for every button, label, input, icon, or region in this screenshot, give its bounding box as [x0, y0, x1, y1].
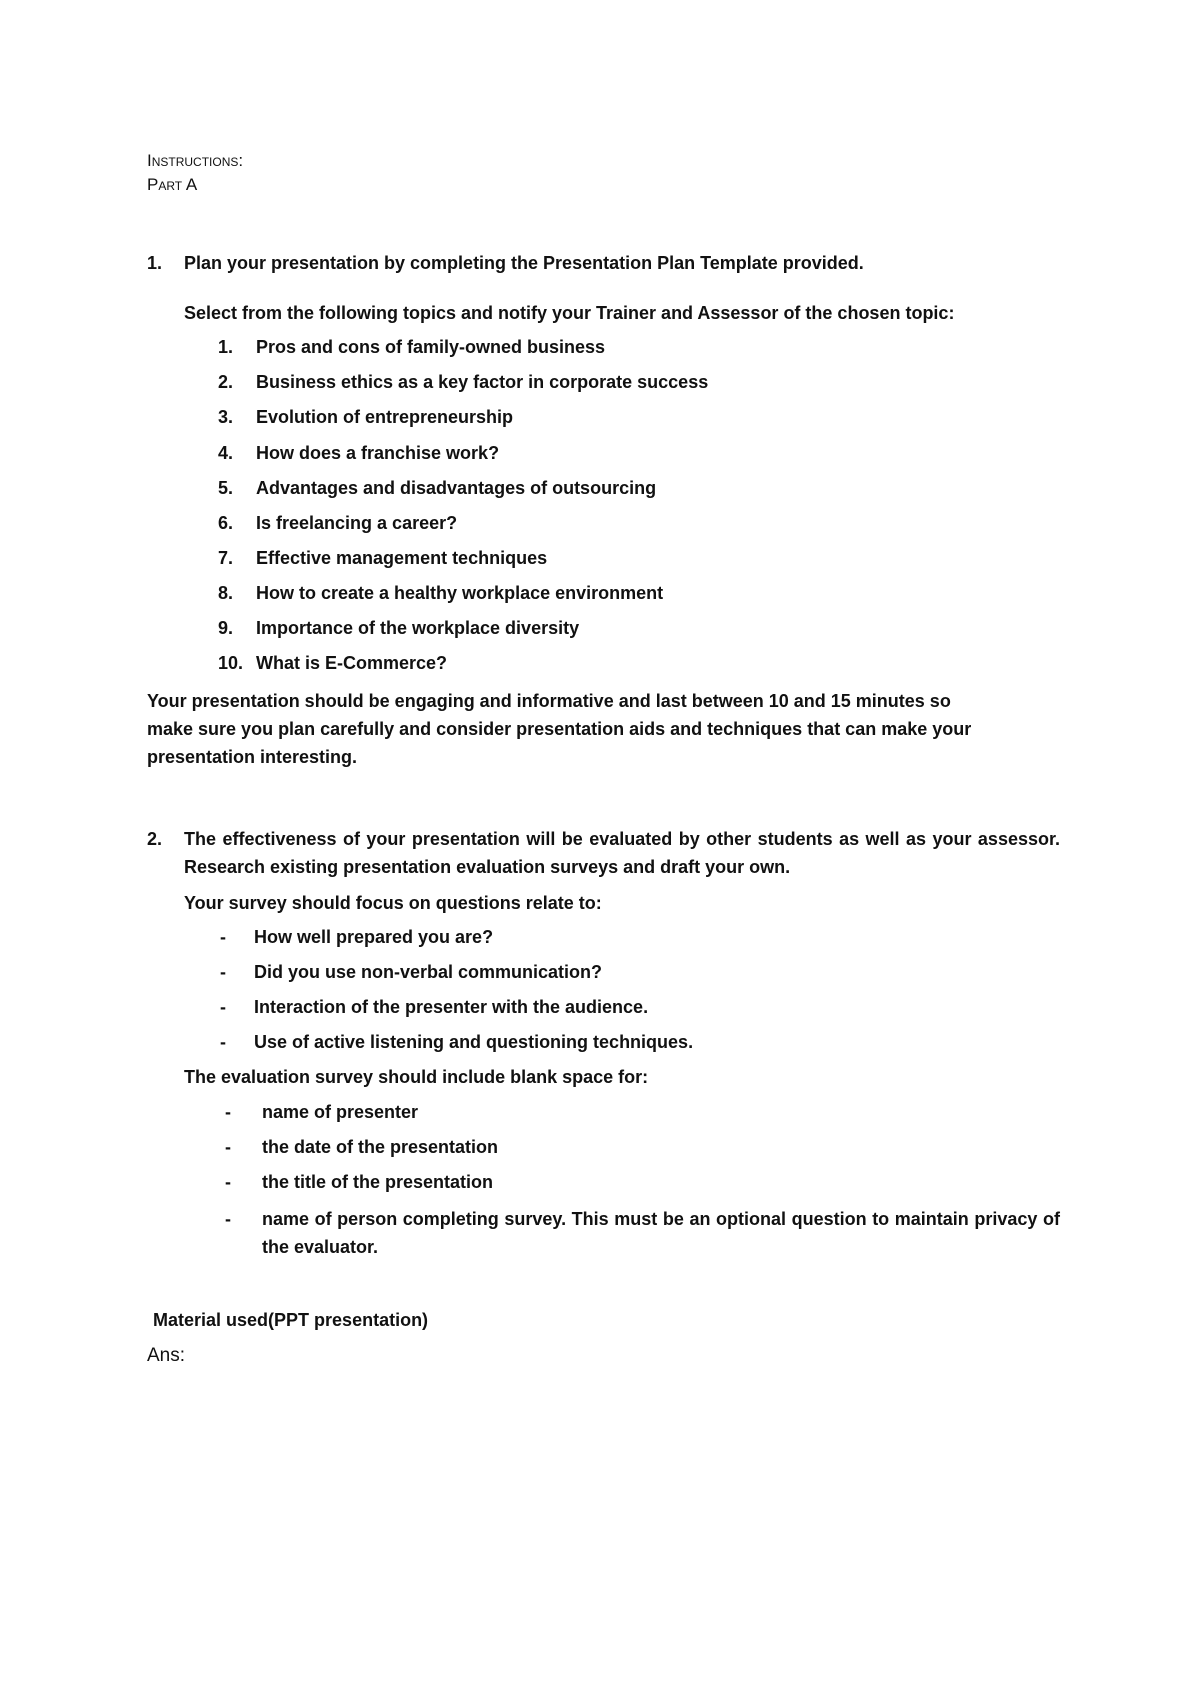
list-item: Did you use non-verbal communication? — [254, 962, 603, 982]
list-item: How does a franchise work? — [256, 443, 500, 463]
list-item-number: 5. — [218, 478, 234, 498]
list-item-number: 4. — [218, 443, 234, 463]
list-item-number: 8. — [218, 583, 234, 603]
material-used-label: Material used(PPT presentation) — [153, 1310, 429, 1330]
dash-bullet: - — [225, 1102, 231, 1122]
list-item: Business ethics as a key factor in corporate success — [256, 372, 709, 392]
part-a-heading: Part A — [147, 175, 198, 194]
ans-label: Ans: — [147, 1345, 186, 1366]
list-item-number: 1. — [218, 337, 234, 357]
list-item: Importance of the workplace diversity — [256, 618, 580, 638]
task1-paragraph-line: presentation interesting. — [147, 747, 358, 767]
list-item: name of person completing survey. This must be an optional question to maintain privacy of the evaluator. — [262, 1209, 1060, 1257]
dash-bullet: - — [220, 962, 226, 982]
dash-bullet: - — [220, 997, 226, 1017]
instructions-heading: Instructions: — [147, 151, 244, 170]
list-item-number: 6. — [218, 513, 234, 533]
dash-bullet: - — [225, 1137, 231, 1157]
list-item: Pros and cons of family-owned business — [256, 337, 606, 357]
list-item: Is freelancing a career? — [256, 513, 458, 533]
list-item: Evolution of entrepreneurship — [256, 407, 514, 427]
task2-focus-text: Your survey should focus on questions relate to: — [184, 893, 602, 913]
dash-bullet: - — [225, 1209, 231, 1229]
task1-select-text: Select from the following topics and notify your Trainer and Assessor of the chosen topic: — [184, 303, 955, 323]
list-item-number: 2. — [218, 372, 234, 392]
list-item: How well prepared you are? — [254, 927, 494, 947]
list-item-number: 10. — [218, 653, 244, 673]
dash-bullet: - — [220, 1032, 226, 1052]
list-item: Use of active listening and questioning techniques. — [254, 1032, 694, 1052]
task2-text: The effectiveness of your presentation will be evaluated by other students as well as your assessor. Research existing presentation evaluation surveys and draft your own. — [184, 829, 1060, 877]
list-item: How to create a healthy workplace environment — [256, 583, 664, 603]
list-item: Advantages and disadvantages of outsourcing — [256, 478, 657, 498]
list-item: Effective management techniques — [256, 548, 548, 568]
task1-text: Plan your presentation by completing the Presentation Plan Template provided. — [184, 253, 864, 273]
list-item: name of presenter — [262, 1102, 419, 1122]
dash-bullet: - — [225, 1172, 231, 1192]
dash-bullet: - — [220, 927, 226, 947]
task1-paragraph-line: make sure you plan carefully and consider presentation aids and techniques that can make your — [147, 719, 972, 739]
list-item-number: 7. — [218, 548, 234, 568]
task1-paragraph-line: Your presentation should be engaging and informative and last between 10 and 15 minutes so — [147, 691, 951, 711]
task2-number: 2. — [147, 829, 163, 849]
list-item-number: 3. — [218, 407, 234, 427]
task1-number: 1. — [147, 253, 163, 273]
list-item: the date of the presentation — [262, 1137, 499, 1157]
list-item: What is E-Commerce? — [256, 653, 448, 673]
task2-blank-text: The evaluation survey should include blank space for: — [184, 1067, 649, 1087]
list-item: the title of the presentation — [262, 1172, 494, 1192]
list-item: Interaction of the presenter with the audience. — [254, 997, 649, 1017]
list-item-number: 9. — [218, 618, 234, 638]
